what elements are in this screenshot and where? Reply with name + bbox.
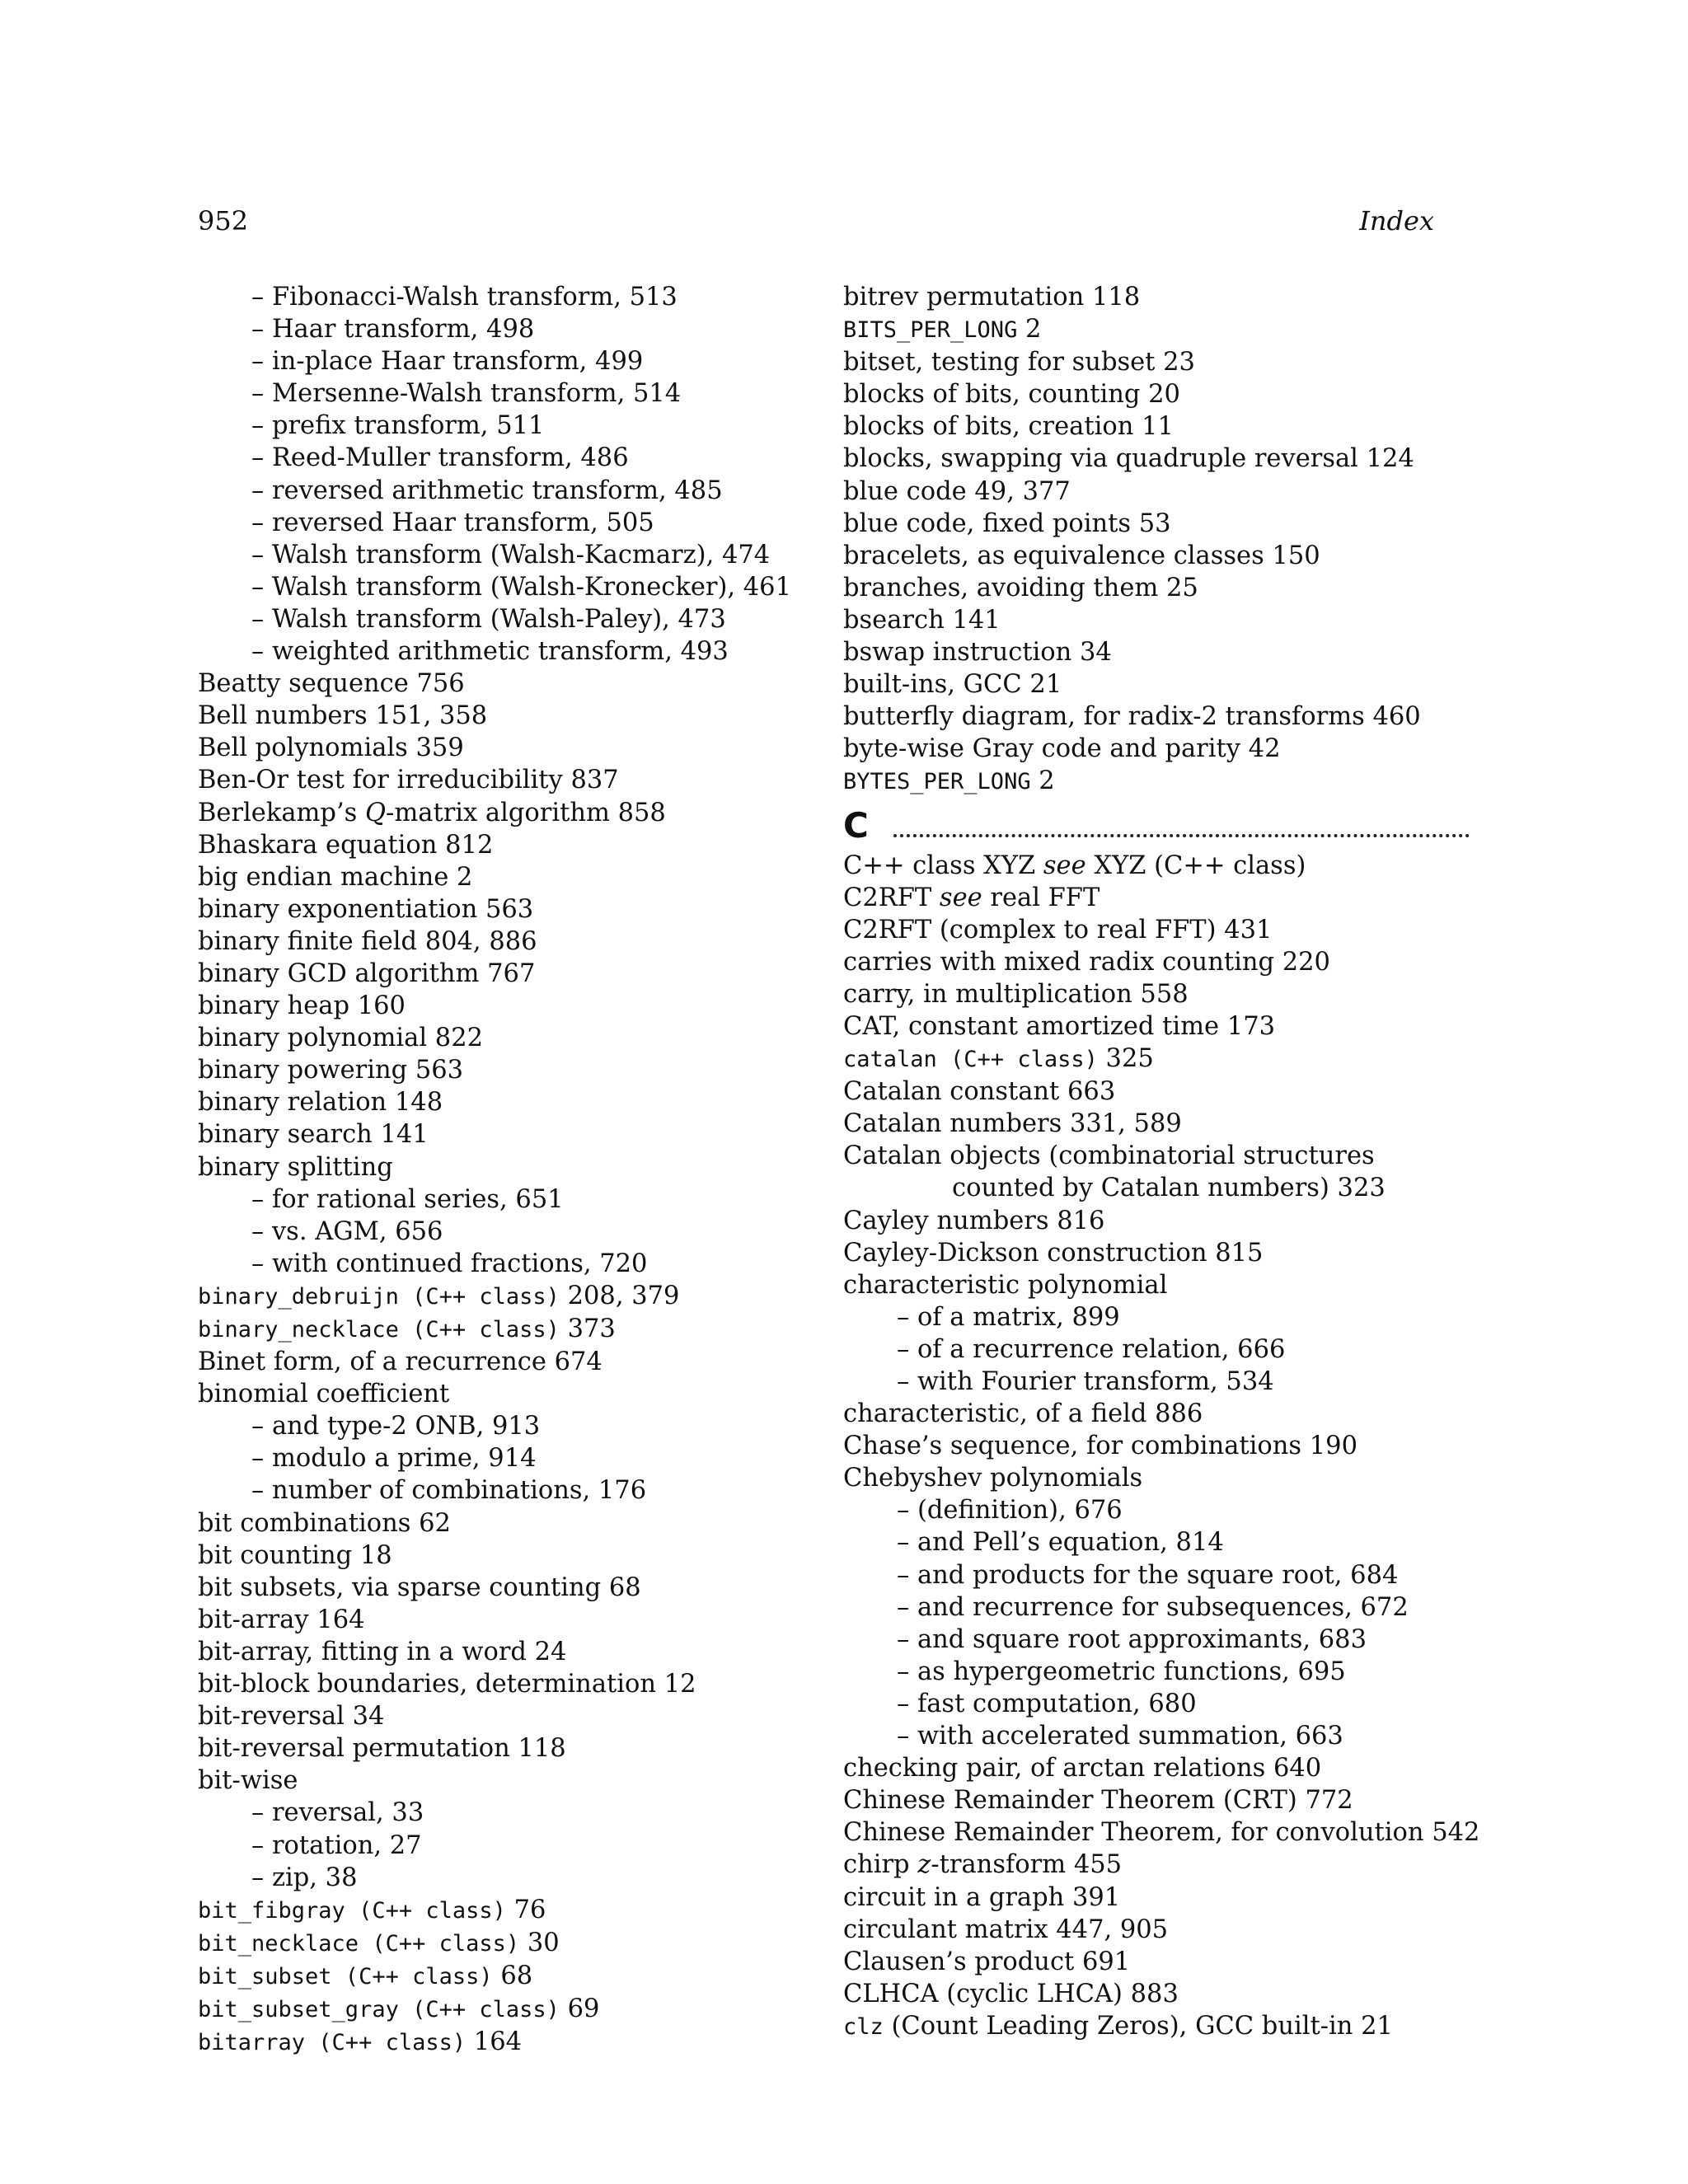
index-subentry bbox=[198, 1862, 841, 1894]
entry-text: Bell polynomials 359 bbox=[198, 733, 464, 763]
entry-text: – in-place Haar transform, 499 bbox=[251, 347, 644, 377]
code-identifier: bit_subset_gray (C++ class) bbox=[198, 1996, 560, 2022]
index-entry bbox=[198, 732, 841, 764]
code-identifier: binary_necklace (C++ class) bbox=[198, 1317, 560, 1343]
index-entry bbox=[843, 978, 1470, 1010]
entry-text: binary relation 148 bbox=[198, 1088, 443, 1118]
index-subentry bbox=[843, 1624, 1470, 1656]
entry-text: – reversed arithmetic transform, 485 bbox=[251, 476, 723, 505]
entry-text: circuit in a graph 391 bbox=[843, 1882, 1121, 1912]
index-subentry bbox=[198, 377, 841, 410]
index-entry bbox=[198, 1604, 841, 1636]
entry-text: – Reed-Muller transform, 486 bbox=[251, 443, 629, 473]
entry-text: – with accelerated summation, 663 bbox=[897, 1722, 1343, 1751]
code-identifier: bit_necklace (C++ class) bbox=[198, 1930, 520, 1957]
index-subentry bbox=[198, 1183, 841, 1216]
index-entry bbox=[843, 1752, 1470, 1784]
entry-text: -matrix algorithm 858 bbox=[386, 798, 666, 827]
entry-text: bit subsets, via sparse counting 68 bbox=[198, 1572, 641, 1602]
index-subentry bbox=[843, 1559, 1470, 1591]
entry-text: – and products for the square root, 684 bbox=[897, 1560, 1399, 1590]
index-entry bbox=[843, 281, 1470, 313]
index-entry bbox=[198, 893, 841, 926]
entry-text: binary powering 563 bbox=[198, 1056, 464, 1085]
index-entry bbox=[198, 1960, 841, 1993]
entry-text: bit-array, fitting in a word 24 bbox=[198, 1637, 567, 1666]
section-heading bbox=[843, 802, 1470, 850]
entry-text: – reversed Haar transform, 505 bbox=[251, 508, 654, 537]
entry-text: Binet form, of a recurrence 674 bbox=[198, 1347, 603, 1377]
index-entry bbox=[843, 1816, 1480, 1849]
index-entry bbox=[843, 636, 1470, 668]
index-entry bbox=[843, 2010, 1470, 2043]
entry-text: – Mersenne-Walsh transform, 514 bbox=[251, 379, 682, 409]
entry-text: Chinese Remainder Theorem (CRT) 772 bbox=[843, 1786, 1353, 1816]
index-entry bbox=[843, 914, 1470, 946]
index-subentry bbox=[843, 1526, 1470, 1558]
entry-text: -transform 455 bbox=[931, 1850, 1123, 1880]
entry-text: C2RFT bbox=[843, 883, 940, 912]
index-entry bbox=[843, 1849, 1470, 1881]
entry-text: binary finite field 804, 886 bbox=[198, 926, 537, 956]
index-entry bbox=[843, 1010, 1470, 1043]
index-entry bbox=[843, 946, 1470, 978]
index-column-left bbox=[198, 281, 841, 2059]
entry-text: binomial coefficient bbox=[198, 1380, 450, 1409]
code-identifier: BYTES_PER_LONG bbox=[843, 769, 1031, 795]
index-subentry bbox=[198, 603, 841, 635]
entry-text: branches, avoiding them 25 bbox=[843, 573, 1198, 602]
running-head: Index bbox=[1359, 205, 1434, 237]
index-entry bbox=[198, 1894, 841, 1927]
entry-text: bitrev permutation 118 bbox=[843, 283, 1141, 312]
entry-text: – (definition), 676 bbox=[897, 1496, 1123, 1526]
entry-text: characteristic polynomial bbox=[843, 1270, 1168, 1300]
entry-text: bit-reversal permutation 118 bbox=[198, 1734, 566, 1764]
index-entry bbox=[843, 1108, 1470, 1140]
index-entry bbox=[843, 1398, 1470, 1430]
entry-text: – fast computation, 680 bbox=[897, 1689, 1197, 1718]
entry-text: CLHCA (cyclic LHCA) 883 bbox=[843, 1979, 1179, 2008]
entry-text: checking pair, of arctan relations 640 bbox=[843, 1754, 1322, 1783]
index-entry bbox=[843, 604, 1470, 636]
entry-text: – Walsh transform (Walsh-Kronecker), 461 bbox=[251, 572, 791, 602]
index-subentry bbox=[843, 1591, 1470, 1624]
index-entry bbox=[198, 1700, 841, 1732]
italic-term: Q bbox=[365, 798, 387, 827]
entry-text: Chinese Remainder Theorem, for convolution 542 bbox=[843, 1818, 1480, 1848]
index-entry bbox=[198, 1118, 841, 1151]
entry-text: bit-block boundaries, determination 12 bbox=[198, 1670, 696, 1699]
index-entry bbox=[198, 797, 841, 829]
entry-text: binary search 141 bbox=[198, 1120, 429, 1150]
index-subentry bbox=[198, 539, 841, 571]
entry-text: – with continued fractions, 720 bbox=[251, 1249, 648, 1278]
index-subentry bbox=[198, 281, 841, 313]
page-refs: 2 bbox=[1017, 315, 1042, 344]
page-refs: 76 bbox=[505, 1895, 546, 1924]
entry-text: Berlekamp’s bbox=[198, 798, 366, 827]
index-entry bbox=[198, 1765, 841, 1797]
index-entry bbox=[843, 1978, 1470, 2010]
entry-text: – prefix transform, 511 bbox=[251, 411, 545, 441]
page-refs: 373 bbox=[559, 1315, 616, 1343]
entry-text: – Walsh transform (Walsh-Kacmarz), 474 bbox=[251, 540, 771, 569]
entry-text: binary splitting bbox=[198, 1152, 393, 1182]
entry-text: bit-reversal 34 bbox=[198, 1702, 385, 1732]
entry-text: – as hypergeometric functions, 695 bbox=[897, 1657, 1346, 1686]
index-entry bbox=[198, 1668, 841, 1700]
entry-text: – reversal, 33 bbox=[251, 1798, 424, 1828]
page-refs: 208, 379 bbox=[559, 1281, 680, 1310]
entry-text: Chase’s sequence, for combinations 190 bbox=[843, 1432, 1357, 1461]
entry-text: binary GCD algorithm 767 bbox=[198, 958, 536, 988]
entry-text: XYZ (C++ class) bbox=[1085, 851, 1306, 880]
index-subentry bbox=[198, 410, 841, 442]
entry-text: bsearch 141 bbox=[843, 605, 1001, 635]
index-subentry bbox=[843, 1366, 1470, 1398]
entry-text: Catalan constant 663 bbox=[843, 1077, 1116, 1107]
entry-text: – and type-2 ONB, 913 bbox=[251, 1412, 541, 1441]
entry-text: blue code 49, 377 bbox=[843, 476, 1071, 506]
index-subentry bbox=[198, 1248, 841, 1280]
index-entry bbox=[843, 1076, 1470, 1108]
entry-text: – Fibonacci-Walsh transform, 513 bbox=[251, 283, 678, 312]
index-subentry bbox=[843, 1720, 1470, 1752]
page-refs: 2 bbox=[1030, 766, 1055, 796]
index-entry bbox=[843, 410, 1470, 443]
entry-text: – Haar transform, 498 bbox=[251, 315, 535, 344]
index-subentry bbox=[198, 442, 841, 474]
entry-text: Bell numbers 151, 358 bbox=[198, 701, 488, 731]
index-entry bbox=[843, 882, 1470, 914]
entry-text: – for rational series, 651 bbox=[251, 1184, 564, 1214]
entry-text: – and Pell’s equation, 814 bbox=[897, 1528, 1224, 1558]
index-entry bbox=[843, 346, 1470, 378]
page-refs: 68 bbox=[492, 1961, 533, 1990]
index-subentry bbox=[198, 571, 841, 603]
index-subentry bbox=[198, 1474, 841, 1507]
entry-text: – Walsh transform (Walsh-Paley), 473 bbox=[251, 604, 726, 634]
index-entry bbox=[843, 1430, 1470, 1462]
italic-term: see bbox=[939, 883, 982, 912]
index-entry bbox=[198, 926, 841, 958]
index-subentry bbox=[198, 1410, 841, 1442]
index-entry bbox=[843, 1237, 1470, 1269]
index-entry bbox=[198, 1572, 841, 1604]
index-entry bbox=[198, 1378, 841, 1410]
entry-text: carries with mixed radix counting 220 bbox=[843, 947, 1330, 977]
index-entry bbox=[198, 829, 841, 861]
index-entry bbox=[198, 1086, 841, 1118]
index-subentry bbox=[198, 635, 841, 668]
entry-text: bitset, testing for subset 23 bbox=[843, 348, 1195, 377]
index-entry bbox=[843, 1205, 1470, 1237]
entry-text: – zip, 38 bbox=[251, 1863, 358, 1892]
entry-text: big endian machine 2 bbox=[198, 862, 473, 892]
index-subentry bbox=[198, 1830, 841, 1862]
index-subentry bbox=[198, 475, 841, 507]
index-entry bbox=[843, 508, 1470, 540]
entry-text: C++ class XYZ bbox=[843, 851, 1043, 880]
index-entry bbox=[198, 1507, 841, 1540]
entry-text: Cayley numbers 816 bbox=[843, 1206, 1105, 1235]
index-entry bbox=[843, 1882, 1470, 1914]
entry-text: Catalan numbers 331, 589 bbox=[843, 1109, 1182, 1139]
index-entry bbox=[198, 1151, 841, 1183]
index-entry bbox=[843, 701, 1470, 733]
code-identifier: BITS_PER_LONG bbox=[843, 317, 1018, 344]
index-entry bbox=[198, 2026, 841, 2059]
entry-text: blocks of bits, counting 20 bbox=[843, 380, 1180, 410]
index-entry bbox=[198, 1636, 841, 1668]
index-entry bbox=[198, 1927, 841, 1960]
index-entry bbox=[198, 1993, 841, 2026]
page-refs: 164 bbox=[466, 2027, 523, 2057]
entry-text: built-ins, GCC 21 bbox=[843, 670, 1062, 700]
index-entry bbox=[843, 540, 1470, 572]
index-entry bbox=[843, 443, 1470, 475]
index-entry bbox=[198, 958, 841, 990]
entry-text: – rotation, 27 bbox=[251, 1830, 422, 1860]
entry-text: blocks, swapping via quadruple reversal 124 bbox=[843, 444, 1414, 474]
entry-text: – of a matrix, 899 bbox=[897, 1302, 1120, 1332]
entry-text: bswap instruction 34 bbox=[843, 638, 1112, 668]
page-refs: 325 bbox=[1097, 1044, 1154, 1074]
index-entry bbox=[198, 1540, 841, 1572]
entry-text: Beatty sequence 756 bbox=[198, 669, 465, 699]
code-identifier: clz bbox=[843, 2013, 884, 2040]
entry-text: chirp bbox=[843, 1850, 918, 1880]
entry-text: bit-array 164 bbox=[198, 1605, 365, 1634]
index-entry bbox=[843, 1269, 1470, 1301]
index-entry bbox=[198, 990, 841, 1022]
index-entry bbox=[843, 1784, 1470, 1816]
index-entry bbox=[843, 668, 1470, 701]
entry-text: – vs. AGM, 656 bbox=[251, 1216, 443, 1246]
index-entry bbox=[843, 733, 1470, 765]
code-identifier: catalan (C++ class) bbox=[843, 1047, 1098, 1073]
index-entry bbox=[843, 1043, 1470, 1076]
entry-text: – weighted arithmetic transform, 493 bbox=[251, 637, 729, 667]
index-entry bbox=[843, 850, 1470, 882]
index-entry bbox=[198, 1732, 841, 1765]
index-subentry bbox=[198, 507, 841, 539]
italic-term: see bbox=[1043, 851, 1086, 880]
index-entry bbox=[198, 1022, 841, 1054]
dot-leader bbox=[893, 806, 1470, 837]
entry-text: Ben-Or test for irreducibility 837 bbox=[198, 766, 619, 795]
entry-text: – and square root approximants, 683 bbox=[897, 1624, 1367, 1654]
entry-text: bit counting 18 bbox=[198, 1540, 392, 1570]
entry-text: – modulo a prime, 914 bbox=[251, 1444, 537, 1474]
index-entry bbox=[198, 1054, 841, 1086]
entry-text: butterfly diagram, for radix-2 transforms 460 bbox=[843, 702, 1421, 732]
entry-text: Clausen’s product 691 bbox=[843, 1947, 1131, 1976]
entry-text: binary exponentiation 563 bbox=[198, 894, 534, 924]
entry-text: – with Fourier transform, 534 bbox=[897, 1367, 1274, 1396]
index-entry bbox=[198, 1313, 841, 1346]
index-entry bbox=[198, 1280, 841, 1313]
index-subentry bbox=[198, 1442, 841, 1474]
index-subentry bbox=[198, 1797, 841, 1829]
index-entry bbox=[198, 1346, 841, 1378]
entry-text: binary heap 160 bbox=[198, 991, 406, 1021]
entry-text: carry, in multiplication 558 bbox=[843, 979, 1189, 1009]
index-entry bbox=[843, 1914, 1470, 1946]
index-entry bbox=[198, 764, 841, 796]
index-subentry bbox=[843, 1301, 1470, 1333]
page-refs: (Count Leading Zeros), GCC built-in 21 bbox=[883, 2011, 1393, 2041]
code-identifier: bit_subset (C++ class) bbox=[198, 1963, 493, 1990]
entry-text: Chebyshev polynomials bbox=[843, 1464, 1143, 1493]
index-entry bbox=[843, 1462, 1470, 1494]
entry-text: binary polynomial 822 bbox=[198, 1024, 484, 1053]
italic-term: z bbox=[917, 1850, 931, 1880]
entry-text: Bhaskara equation 812 bbox=[198, 830, 494, 860]
index-column-right bbox=[843, 281, 1480, 2043]
code-identifier: bitarray (C++ class) bbox=[198, 2030, 467, 2056]
entry-text: C2RFT (complex to real FFT) 431 bbox=[843, 915, 1273, 944]
code-identifier: bit_fibgray (C++ class) bbox=[198, 1897, 506, 1924]
entry-text: bracelets, as equivalence classes 150 bbox=[843, 541, 1320, 570]
section-letter: C bbox=[843, 804, 869, 846]
index-subentry bbox=[198, 345, 841, 377]
index-subentry bbox=[843, 1656, 1470, 1688]
index-entry bbox=[843, 1946, 1470, 1978]
entry-text: blocks of bits, creation 11 bbox=[843, 412, 1174, 442]
index-subentry bbox=[198, 313, 841, 345]
entry-text: – of a recurrence relation, 666 bbox=[897, 1334, 1286, 1364]
page-number: 952 bbox=[198, 205, 249, 237]
index-entry bbox=[843, 1140, 1470, 1204]
entry-text: Cayley-Dickson construction 815 bbox=[843, 1238, 1264, 1268]
index-subentry bbox=[198, 1216, 841, 1248]
entry-text: blue code, fixed points 53 bbox=[843, 509, 1171, 538]
entry-text: real FFT bbox=[982, 883, 1100, 912]
page-refs: 69 bbox=[559, 1994, 600, 2023]
index-entry bbox=[198, 861, 841, 893]
entry-text: – and recurrence for subsequences, 672 bbox=[897, 1592, 1409, 1622]
index-subentry bbox=[843, 1688, 1470, 1720]
entry-text: byte-wise Gray code and parity 42 bbox=[843, 734, 1281, 764]
index-entry bbox=[843, 476, 1470, 508]
entry-text: bit-wise bbox=[198, 1766, 298, 1796]
entry-text: circulant matrix 447, 905 bbox=[843, 1915, 1169, 1944]
index-entry bbox=[198, 700, 841, 732]
code-identifier: binary_debruijn (C++ class) bbox=[198, 1283, 560, 1310]
index-entry bbox=[198, 668, 841, 700]
index-entry bbox=[843, 313, 1470, 346]
entry-text: CAT, constant amortized time 173 bbox=[843, 1011, 1276, 1041]
entry-text: Catalan objects (combinatorial structures counted by Catalan numbers) 323 bbox=[843, 1141, 1386, 1203]
index-entry bbox=[843, 765, 1470, 798]
index-subentry bbox=[843, 1333, 1470, 1366]
entry-text: – number of combinations, 176 bbox=[251, 1476, 647, 1506]
entry-text: bit combinations 62 bbox=[198, 1508, 451, 1538]
index-subentry bbox=[843, 1494, 1470, 1526]
index-entry bbox=[843, 572, 1470, 604]
entry-text: characteristic, of a field 886 bbox=[843, 1399, 1203, 1429]
page-refs: 30 bbox=[519, 1928, 560, 1957]
index-entry bbox=[843, 378, 1470, 410]
